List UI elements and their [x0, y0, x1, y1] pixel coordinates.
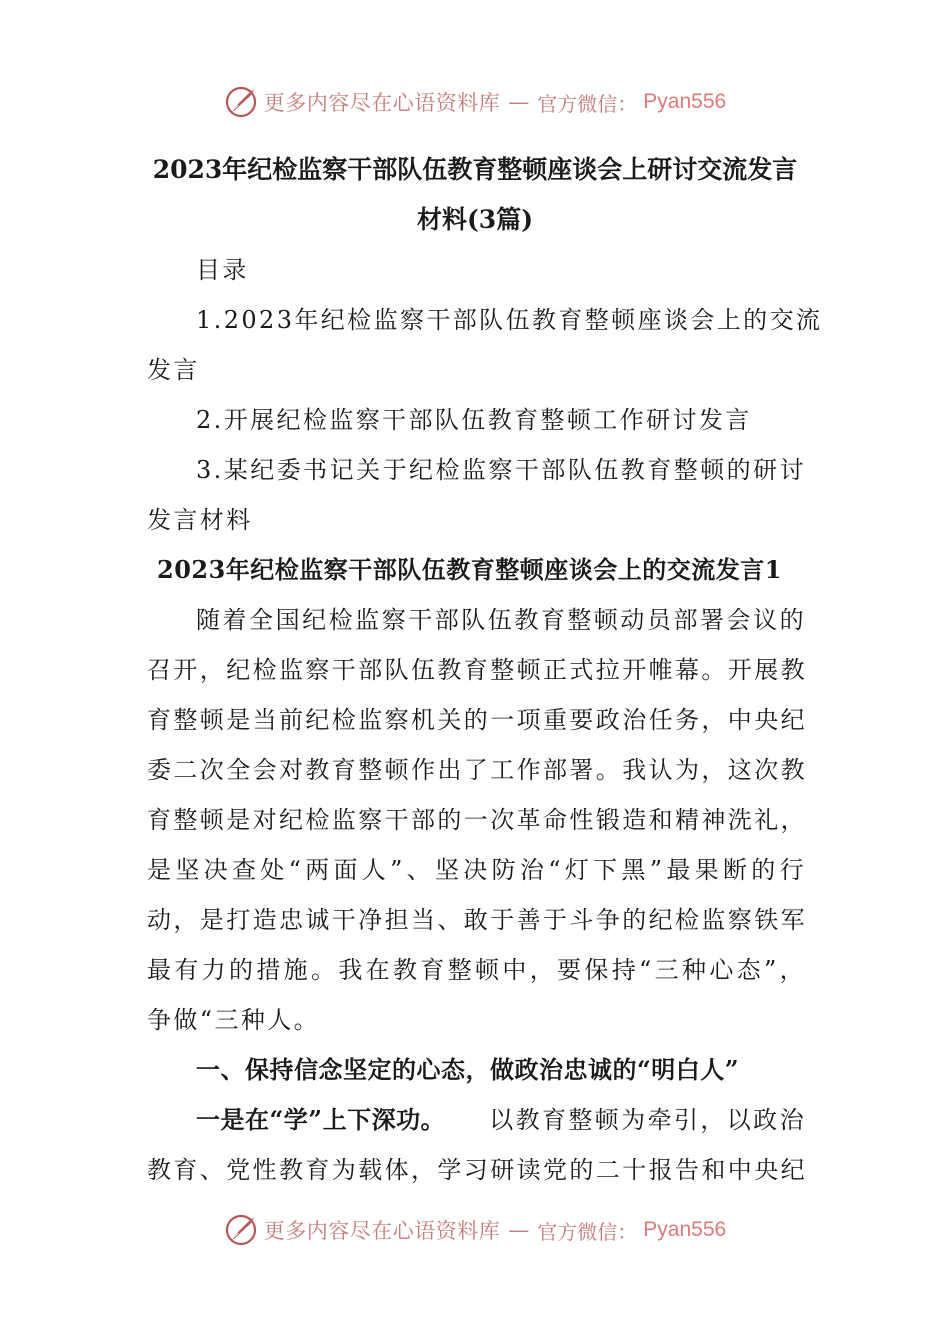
toc-item-3-line1: 3.某纪委书记关于纪检监察干部队伍教育整顿的研讨: [196, 456, 806, 484]
watermark-banner-top: [0, 82, 950, 122]
toc-item-3-line2: 发言材料: [147, 506, 253, 534]
toc-heading: 目录: [196, 256, 249, 284]
para1-line4: 委二次全会对教育整顿作出了工作部署。我认为，这次教: [147, 756, 807, 784]
para1-line9: 争做“三种人。: [147, 1006, 321, 1034]
watermark-text: 更多内容尽在心语资料库: [263, 1219, 501, 1243]
para2-bold-lead: 一是在“学”上下深功。: [196, 1105, 446, 1134]
watermark-text: 更多内容尽在心语资料库: [263, 91, 501, 115]
para1-line5: 育整顿是对纪检监察干部的一次革命性锻造和精神洗礼，: [147, 806, 807, 834]
section1-heading: 2023年纪检监察干部队伍教育整顿座谈会上的交流发言1: [157, 555, 782, 584]
para1-line7: 动，是打造忠诚干净担当、敢于善于斗争的纪检监察铁军: [147, 906, 807, 934]
para2-line2: 教育、党性教育为载体，学习研读党的二十报告和中央纪: [147, 1156, 807, 1184]
subheading-1: 一、保持信念坚定的心态，做政治忠诚的“明白人”: [196, 1055, 740, 1084]
document-title-line2: 材料(3篇): [416, 205, 534, 234]
watermark-banner-bottom: [0, 1210, 950, 1250]
toc-item-1-line2: 发言: [147, 356, 200, 384]
watermark-wechat-label: 官方微信：: [537, 1219, 638, 1244]
para1-line6: 是坚决查处“两面人”、坚决防治“灯下黑”最果断的行: [147, 856, 806, 884]
watermark-wechat-id: Pyan556: [643, 90, 727, 113]
para1-line8: 最有力的措施。我在教育整顿中，要保持“三种心态”，: [147, 956, 806, 984]
para1-line1: 随着全国纪检监察干部队伍教育整顿动员部署会议的: [196, 606, 806, 634]
quill-pen-logo-icon: [224, 85, 258, 119]
para2-line1: [196, 1095, 806, 1145]
document-title-line1: 2023年纪检监察干部队伍教育整顿座谈会上研讨交流发言: [152, 155, 798, 184]
toc-item-2-line1: 2.开展纪检监察干部队伍教育整顿工作研讨发言: [196, 406, 752, 434]
para2-line1-rest: 以教育整顿为牵引，以政治: [489, 1106, 806, 1134]
watermark-wechat-label: 官方微信：: [537, 91, 638, 116]
toc-item-1-line1: 1.2023年纪检监察干部队伍教育整顿座谈会上的交流: [196, 306, 823, 334]
watermark-dash: —: [508, 1218, 530, 1242]
watermark-dash: —: [508, 90, 530, 114]
para1-line3: 育整顿是当前纪检监察机关的一项重要政治任务，中央纪: [147, 706, 807, 734]
para1-line2: 召开，纪检监察干部队伍教育整顿正式拉开帷幕。开展教: [147, 656, 807, 684]
quill-pen-logo-icon: [224, 1213, 258, 1247]
watermark-wechat-id: Pyan556: [643, 1218, 727, 1241]
